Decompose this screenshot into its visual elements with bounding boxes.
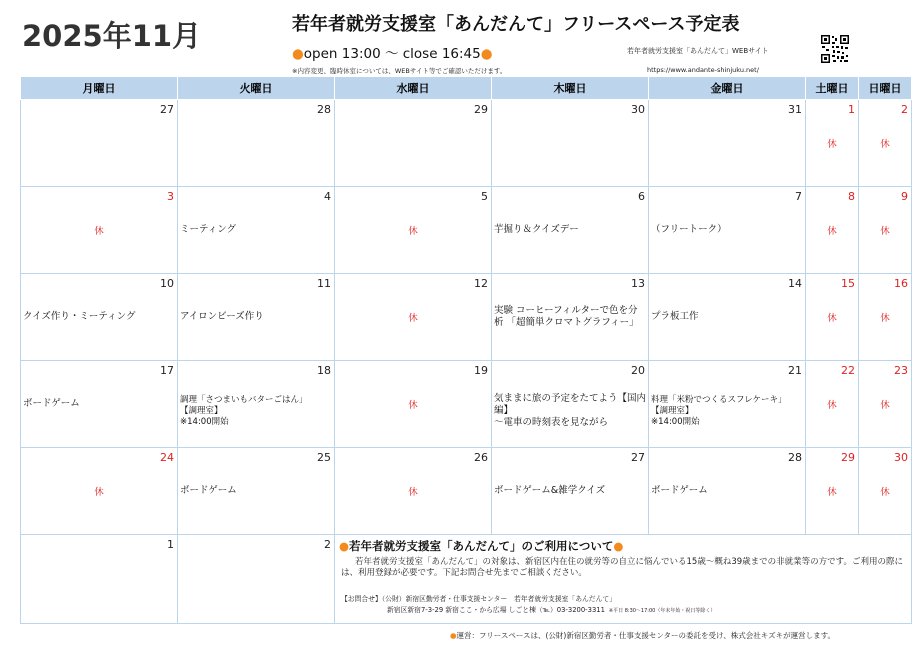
- day-number: 18: [317, 364, 331, 377]
- day-cell: [492, 361, 649, 448]
- closed-mark: 休: [408, 226, 418, 237]
- page-title: 若年者就労支援室「あんだんて」フリースペース予定表: [292, 14, 740, 35]
- day-cell: [21, 274, 178, 361]
- closed-mark: 休: [880, 400, 890, 411]
- usage-info-title: [339, 538, 623, 554]
- day-number: 1: [848, 103, 855, 116]
- usage-info-box: [335, 535, 912, 624]
- orange-dot-icon: ●: [613, 539, 624, 553]
- day-number: 8: [848, 190, 855, 203]
- day-number: 30: [894, 451, 908, 464]
- weekday-header-row: [21, 77, 912, 100]
- contact-hours: ※平日 8:30〜17:00（年末年始・祝日等除く）: [608, 608, 716, 614]
- closed-mark: 休: [880, 226, 890, 237]
- day-number: 14: [788, 277, 802, 290]
- week-row: [21, 448, 912, 535]
- day-number: 29: [841, 451, 855, 464]
- closed-mark: 休: [827, 313, 837, 324]
- day-cell: [21, 187, 178, 274]
- day-cell: [21, 535, 178, 624]
- open-hours-text: open 13:00 〜 close 16:45: [303, 46, 481, 62]
- closed-mark: 休: [94, 226, 104, 237]
- week-row: [21, 361, 912, 448]
- day-number: 28: [317, 103, 331, 116]
- weekday-header: 水曜日: [335, 77, 492, 100]
- event-text: ボードゲーム: [23, 398, 80, 409]
- closed-mark: 休: [827, 226, 837, 237]
- day-number: 21: [788, 364, 802, 377]
- day-cell: [859, 100, 912, 187]
- weekday-header: 日曜日: [859, 77, 912, 100]
- day-cell: [859, 274, 912, 361]
- day-number: 12: [474, 277, 488, 290]
- closed-mark: 休: [408, 400, 418, 411]
- operator-footer: [450, 630, 835, 641]
- event-text: プラ板工作: [651, 311, 699, 322]
- day-number: 28: [788, 451, 802, 464]
- usage-info-title-text: 若年者就労支援室「あんだんて」のご利用について: [349, 539, 614, 553]
- day-number: 24: [160, 451, 174, 464]
- day-number: 23: [894, 364, 908, 377]
- day-number: 30: [631, 103, 645, 116]
- week-row: [21, 100, 912, 187]
- usage-info-body: 若年者就労支援室「あんだんて」の対象は、新宿区内在住の就労等の自立に悩んでいる15歳〜概ね39歳までの非就業等の方です。ご利用の際には、利用登録が必要です。下記お問合せ先までご相談ください。: [341, 557, 903, 578]
- day-number: 26: [474, 451, 488, 464]
- weekday-header: 木曜日: [492, 77, 649, 100]
- day-cell: [178, 535, 335, 624]
- day-number: 19: [474, 364, 488, 377]
- closed-mark: 休: [408, 313, 418, 324]
- notice-text: ※内容変更、臨時休室については、WEBサイト等でご確認いただけます。: [292, 67, 507, 75]
- day-cell: [178, 361, 335, 448]
- orange-dot-icon: ●: [339, 539, 350, 553]
- closed-mark: 休: [880, 139, 890, 150]
- event-text: （フリートーク）: [651, 224, 727, 235]
- closed-mark: 休: [827, 139, 837, 150]
- qr-code-icon[interactable]: [820, 34, 850, 64]
- day-number: 4: [324, 190, 331, 203]
- week-row: [21, 535, 912, 624]
- day-cell: [21, 100, 178, 187]
- closed-mark: 休: [827, 487, 837, 498]
- day-number: 11: [317, 277, 331, 290]
- orange-dot-icon: ●: [480, 46, 493, 62]
- day-cell: [178, 187, 335, 274]
- day-number: 10: [160, 277, 174, 290]
- day-cell: [806, 361, 859, 448]
- day-number: 27: [160, 103, 174, 116]
- event-text: ボードゲーム: [651, 485, 708, 496]
- day-cell: [806, 187, 859, 274]
- contact-address: [387, 604, 715, 614]
- day-number: 29: [474, 103, 488, 116]
- day-cell: [859, 361, 912, 448]
- event-text: 芋掘り＆クイズデー: [494, 224, 579, 235]
- year-month-title: 2025年11月: [22, 19, 202, 53]
- day-number: 15: [841, 277, 855, 290]
- day-cell: [335, 361, 492, 448]
- day-number: 17: [160, 364, 174, 377]
- day-number: 27: [631, 451, 645, 464]
- contact-line: 【お問合せ】（公財）新宿区勤労者・仕事支援センター 若年者就労支援室「あんだんて」: [341, 595, 616, 603]
- day-cell: [806, 274, 859, 361]
- day-number: 20: [631, 364, 645, 377]
- orange-dot-icon: ●: [450, 631, 457, 640]
- weekday-header: 土曜日: [806, 77, 859, 100]
- day-cell: [649, 100, 806, 187]
- day-cell: [649, 448, 806, 535]
- event-text: 実験 コーヒーフィルターで色を分析 「超簡単クロマトグラフィー」: [494, 305, 639, 328]
- event-text: ボードゲーム&雑学クイズ: [494, 485, 606, 496]
- web-site-label: 若年者就労支援室「あんだんて」WEBサイト: [627, 47, 769, 55]
- day-number: 6: [638, 190, 645, 203]
- closed-mark: 休: [880, 487, 890, 498]
- day-cell: [649, 361, 806, 448]
- day-cell: [21, 361, 178, 448]
- day-cell: [492, 274, 649, 361]
- event-text: ボードゲーム: [180, 485, 237, 496]
- day-cell: [335, 100, 492, 187]
- day-number: 22: [841, 364, 855, 377]
- day-number: 13: [631, 277, 645, 290]
- calendar-table: [20, 76, 912, 624]
- weekday-header: 火曜日: [178, 77, 335, 100]
- day-cell: [649, 274, 806, 361]
- day-cell: [649, 187, 806, 274]
- closed-mark: 休: [880, 313, 890, 324]
- event-text: 気ままに旅の予定をたてよう【国内編】 〜電車の時刻表を見ながら: [494, 393, 647, 428]
- web-site-url[interactable]: https://www.andante-shinjuku.net/: [647, 66, 759, 74]
- day-cell: [178, 448, 335, 535]
- operator-footer-text: 運営：フリースペースは、(公財)新宿区勤労者・仕事支援センターの委託を受け、株式会社キズキが運営します。: [456, 631, 835, 640]
- event-text: 調理「さつまいもバターごはん」 【調理室】 ※14:00開始: [180, 394, 308, 427]
- day-cell: [335, 274, 492, 361]
- day-cell: [335, 448, 492, 535]
- day-cell: [806, 448, 859, 535]
- day-number: 1: [167, 538, 174, 551]
- event-text: ミーティング: [180, 224, 237, 235]
- day-cell: [492, 187, 649, 274]
- day-cell: [859, 187, 912, 274]
- day-number: 16: [894, 277, 908, 290]
- day-number: 9: [901, 190, 908, 203]
- day-number: 5: [481, 190, 488, 203]
- event-text: クイズ作り・ミーティング: [23, 311, 136, 322]
- week-row: [21, 187, 912, 274]
- weekday-header: 金曜日: [649, 77, 806, 100]
- day-cell: [21, 448, 178, 535]
- day-cell: [492, 100, 649, 187]
- day-number: 7: [795, 190, 802, 203]
- event-text: アイロンビーズ作り: [180, 311, 264, 322]
- day-cell: [806, 100, 859, 187]
- day-cell: [335, 187, 492, 274]
- day-cell: [492, 448, 649, 535]
- orange-dot-icon: ●: [292, 46, 304, 62]
- day-number: 25: [317, 451, 331, 464]
- week-row: [21, 274, 912, 361]
- day-number: 31: [788, 103, 802, 116]
- day-number: 2: [324, 538, 331, 551]
- event-text: 料理「米粉でつくるスフレケーキ」 【調理室】 ※14:00開始: [651, 394, 787, 427]
- open-hours: [292, 42, 493, 62]
- contact-address-text: 新宿区新宿7-3-29 新宿ここ・から広場 しごと棟（℡）03-3200-3311: [387, 606, 605, 614]
- closed-mark: 休: [94, 487, 104, 498]
- day-number: 3: [167, 190, 174, 203]
- day-number: 2: [901, 103, 908, 116]
- weekday-header: 月曜日: [21, 77, 178, 100]
- closed-mark: 休: [408, 487, 418, 498]
- day-cell: [178, 274, 335, 361]
- closed-mark: 休: [827, 400, 837, 411]
- day-cell: [859, 448, 912, 535]
- day-cell: [178, 100, 335, 187]
